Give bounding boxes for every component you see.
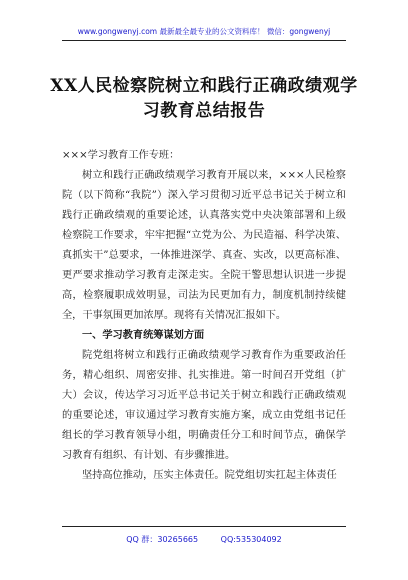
section-paragraph: 坚持高位推动，压实主体责任。院党组切实扛起主体责任 — [82, 470, 337, 481]
footer-qq-group: QQ 群：30265665 — [126, 535, 199, 544]
intro-paragraph: 树立和践行正确政绩观学习教育开展以来，×××人民检察院（以下简称“我院”）深入学习贯彻习近平总书记关于树立和践行正确政绩观的重要论述，认真落实党中央决策部署和上级检察院工作要求，牢牢把握“立党为公、为民造福、科学决策、真抓实干”总要求，一体推进深学、真查、实改，以更高标准、更严要求推动学习教育走深走实。全院干警思想认识进一步提高，检察履职成效明显，司法为民更加有力，制度机制持续健全，干事氛围更加浓厚。现将有关情况汇报如下。 — [62, 170, 346, 321]
footer-banner — [0, 534, 408, 545]
header-divider — [62, 40, 346, 41]
document-title — [40, 74, 368, 124]
section-heading: 一、学习教育统筹谋划方面 — [82, 330, 205, 341]
title-line-1: XX人民检察院树立和践行正确政绩观学 — [50, 76, 358, 96]
title-line-2: 习教育总结报告 — [142, 101, 266, 121]
footer-qq-contact: QQ:535304092 — [220, 535, 282, 544]
section-paragraph: 院党组将树立和践行正确政绩观学习教育作为重要政治任务，精心组织、周密安排、扎实推进。第一时间召开党组（扩大）会议，传达学习习近平总书记关于树立和践行正确政绩观的重要论述，审议通过学习教育实施方案，成立由党组书记任组长的学习教育领导小组，明确责任分工和时间节点，确保学习教育有组织、有计划、有步骤推进。 — [62, 350, 346, 461]
document-body — [62, 146, 346, 486]
header-banner: www.gongwenyj.com 最新最全最专业的公文资料库！ 微信：gongwenyj — [77, 27, 331, 36]
footer-divider — [62, 526, 346, 527]
salutation: ×××学习教育工作专班： — [62, 150, 180, 161]
